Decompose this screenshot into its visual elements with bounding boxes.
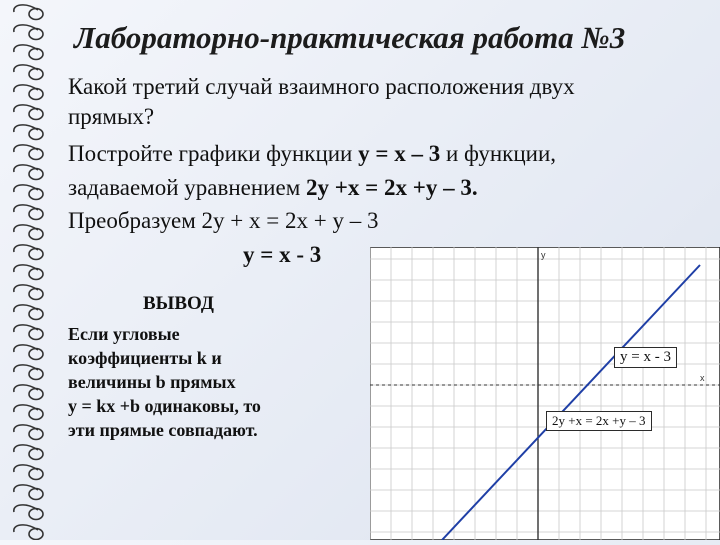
- function-1: y = x – 3: [358, 141, 441, 166]
- spiral-binding: [0, 0, 62, 540]
- graph-canvas: [370, 247, 720, 540]
- conclusion-line: y = kx +b одинаковы, то: [68, 396, 261, 416]
- task-text-3: задаваемой уравнением: [68, 175, 307, 200]
- task-line-2: [68, 174, 478, 202]
- task-text: Постройте графики функции: [68, 141, 359, 166]
- question-line-1: Какой третий случай взаимного расположения двух: [68, 74, 575, 99]
- conclusion-line: величины b прямых: [68, 372, 236, 392]
- function-graph: [370, 247, 720, 540]
- label-equation-2: 2y +x = 2x +y – 3: [546, 411, 652, 431]
- task-text-2: и функции,: [440, 141, 557, 166]
- result-equation: y = x - 3: [243, 242, 322, 267]
- task-line-1: [68, 140, 556, 168]
- y-axis-label: y: [541, 250, 546, 260]
- conclusion-line: Если угловые: [68, 324, 180, 344]
- label-function-1: y = x - 3: [614, 347, 677, 368]
- page-title: Лабораторно-практическая работа №3: [74, 20, 626, 55]
- transform-line: Преобразуем 2y + x = 2x + y – 3: [68, 208, 379, 233]
- conclusion-line: эти прямые совпадают.: [68, 420, 258, 440]
- equation-2: 2y +x = 2x +y – 3.: [306, 175, 478, 200]
- conclusion-text: [68, 322, 261, 442]
- question-line-2: прямых?: [68, 104, 155, 129]
- conclusion-heading: ВЫВОД: [143, 293, 214, 314]
- conclusion-line: коэффициенты k и: [68, 348, 222, 368]
- x-axis-label: x: [700, 373, 705, 383]
